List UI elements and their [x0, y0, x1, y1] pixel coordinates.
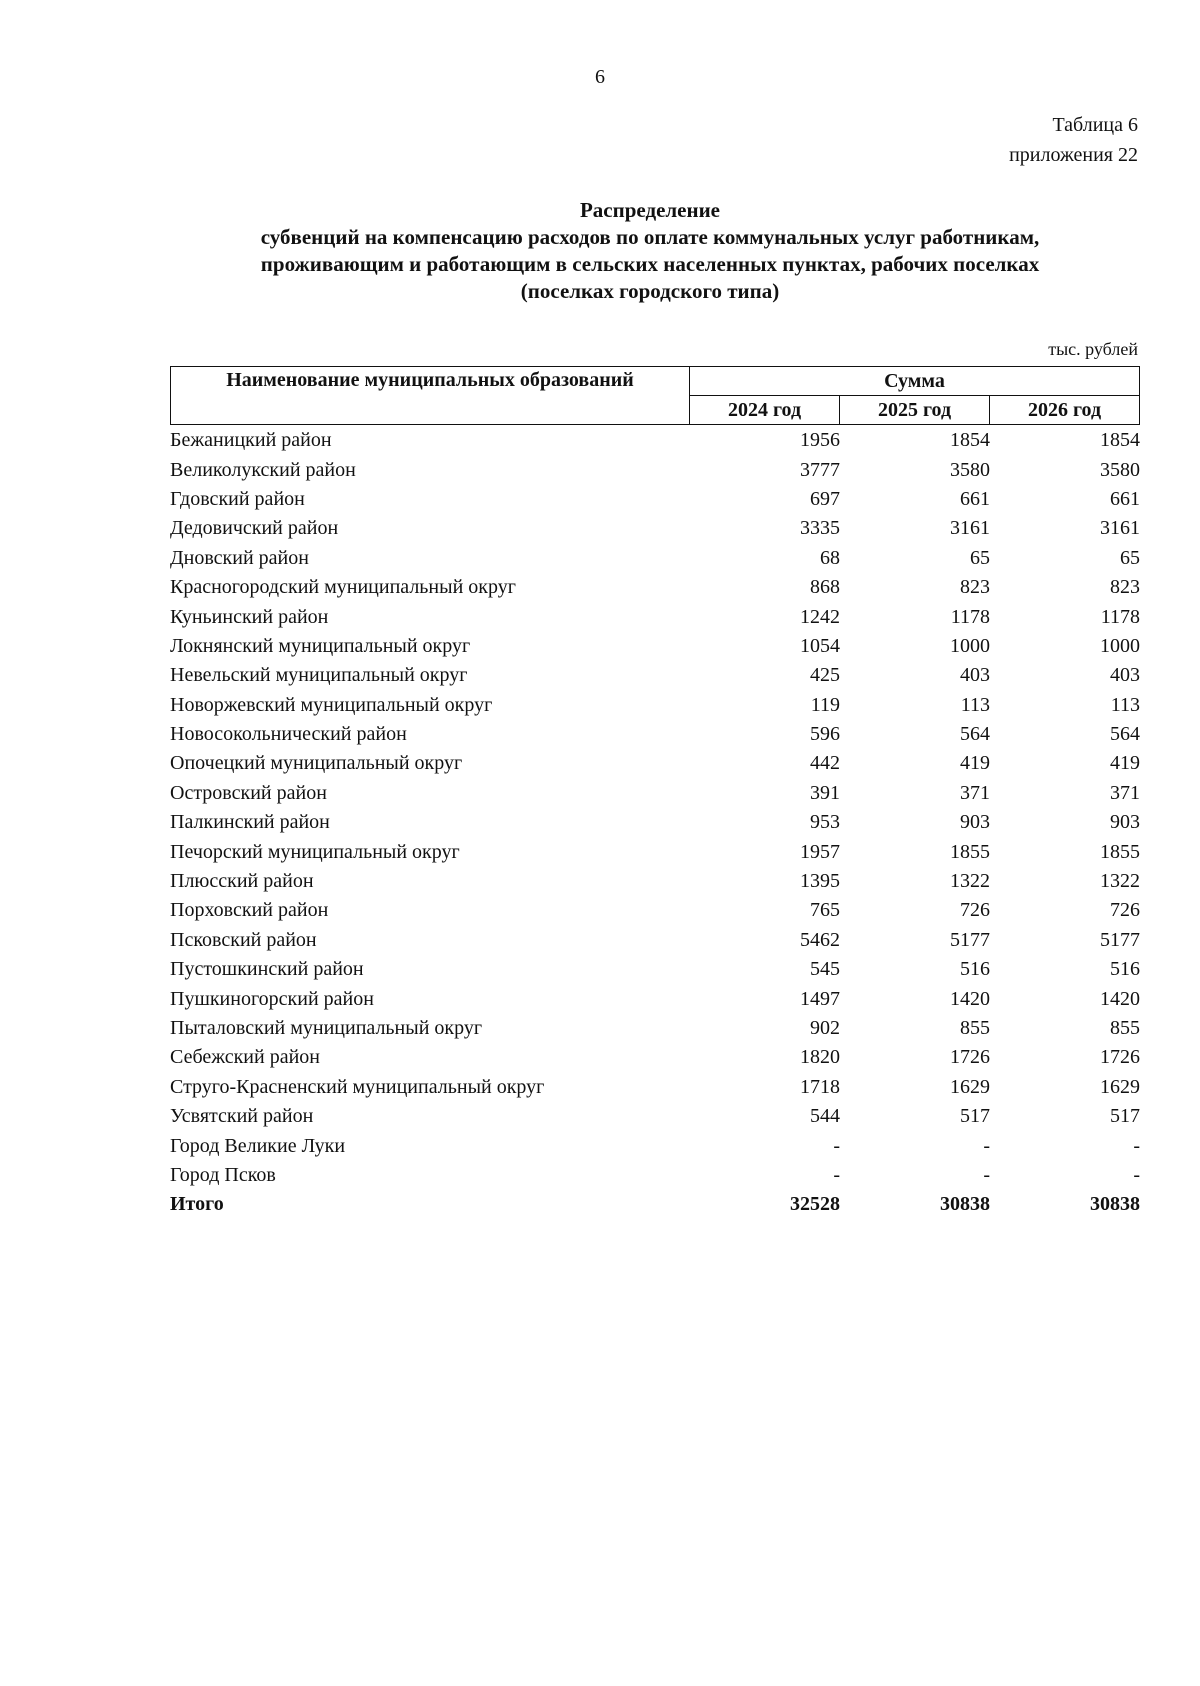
row-value-2026: 3580 — [1100, 458, 1140, 481]
row-value-2024: 765 — [810, 899, 840, 922]
table-row — [170, 867, 1140, 896]
row-value-2025: 419 — [960, 752, 990, 775]
row-name: Красногородский муниципальный округ — [170, 576, 516, 599]
row-name: Локнянский муниципальный округ — [170, 634, 471, 657]
row-value-2025: 1420 — [950, 987, 990, 1010]
row-value-2026: 517 — [1110, 1105, 1140, 1128]
row-value-2026: 1726 — [1100, 1046, 1140, 1069]
document-title — [150, 197, 1150, 305]
row-value-2024: 1497 — [800, 987, 840, 1010]
row-value-2025: 1178 — [950, 605, 990, 628]
row-value-2026: 1322 — [1100, 870, 1140, 893]
row-name: Город Великие Луки — [170, 1134, 346, 1157]
table-row — [170, 455, 1140, 484]
row-value-2026: 1855 — [1100, 840, 1140, 863]
row-value-2026: 1629 — [1100, 1075, 1140, 1098]
row-value-2026: 1178 — [1100, 605, 1140, 628]
row-value-2025: - — [983, 1163, 990, 1186]
row-name: Усвятский район — [170, 1105, 314, 1128]
title-line1: Распределение — [579, 198, 721, 222]
row-name: Печорский муниципальный округ — [170, 840, 460, 863]
row-value-2024: - — [833, 1134, 840, 1157]
row-value-2025: 113 — [960, 693, 990, 716]
row-name: Невельский муниципальный округ — [170, 664, 468, 687]
row-value-2025: 371 — [960, 781, 990, 804]
table-header — [170, 366, 1140, 425]
table-row — [170, 514, 1140, 543]
table-reference — [1009, 110, 1138, 170]
table-row — [170, 632, 1140, 661]
row-value-2026: 371 — [1110, 781, 1140, 804]
row-value-2025: 65 — [970, 546, 990, 569]
row-name: Струго-Красненский муниципальный округ — [170, 1075, 545, 1098]
row-value-2025: 661 — [960, 487, 990, 510]
total-2024: 32528 — [790, 1193, 840, 1216]
row-value-2025: 1726 — [950, 1046, 990, 1069]
row-name: Дновский район — [170, 546, 309, 569]
row-name: Новосокольнический район — [170, 723, 407, 746]
header-year-2026: 2026 год — [990, 396, 1140, 425]
row-value-2024: 902 — [810, 1017, 840, 1039]
row-value-2026: 3161 — [1100, 517, 1140, 540]
row-value-2026: 726 — [1110, 899, 1140, 922]
title-line4: (поселках городского типа) — [520, 279, 780, 303]
row-value-2026: 1854 — [1100, 429, 1140, 452]
row-value-2024: 1395 — [800, 870, 840, 893]
table-ref-line1: Таблица 6 — [1052, 114, 1138, 136]
row-value-2025: 903 — [960, 811, 990, 834]
row-value-2026: 1420 — [1100, 987, 1140, 1010]
row-value-2024: 596 — [810, 723, 840, 746]
row-value-2024: 3335 — [800, 517, 840, 540]
table-row — [170, 1161, 1140, 1190]
row-name: Пушкиногорский район — [170, 987, 374, 1010]
row-value-2026: 65 — [1120, 546, 1140, 569]
row-value-2026: - — [1133, 1134, 1140, 1157]
row-value-2024: 953 — [810, 811, 840, 834]
row-value-2024: 391 — [810, 781, 840, 804]
table-row — [170, 837, 1140, 866]
row-value-2024: 1054 — [800, 634, 840, 657]
table-body — [170, 426, 1140, 1220]
row-value-2024: 1957 — [800, 840, 840, 863]
row-value-2026: 564 — [1110, 723, 1140, 746]
row-value-2025: 5177 — [950, 928, 990, 951]
row-value-2026: 1000 — [1100, 634, 1140, 657]
table-row — [170, 1073, 1140, 1102]
total-2026: 30838 — [1090, 1193, 1140, 1216]
total-2025: 30838 — [940, 1193, 990, 1216]
row-value-2026: 661 — [1110, 487, 1140, 510]
table-row — [170, 485, 1140, 514]
table-row — [170, 779, 1140, 808]
row-value-2026: 855 — [1110, 1017, 1140, 1039]
header-year-2025: 2025 год — [840, 396, 990, 425]
row-value-2024: 5462 — [800, 928, 840, 951]
row-name: Куньинский район — [170, 605, 329, 628]
row-value-2024: 425 — [810, 664, 840, 687]
row-value-2024: 1956 — [800, 429, 840, 452]
row-value-2025: 1854 — [950, 429, 990, 452]
row-value-2024: 3777 — [800, 458, 840, 481]
row-name: Островский район — [170, 781, 327, 804]
row-value-2025: 564 — [960, 723, 990, 746]
table-row — [170, 426, 1140, 455]
table-row — [170, 691, 1140, 720]
row-value-2024: 1820 — [800, 1046, 840, 1069]
row-name: Плюсский район — [170, 870, 314, 893]
row-name: Опочецкий муниципальный округ — [170, 752, 463, 775]
table-row — [170, 955, 1140, 984]
row-value-2024: 1242 — [800, 605, 840, 628]
table-row — [170, 1131, 1140, 1160]
row-value-2026: 903 — [1110, 811, 1140, 834]
table-row — [170, 896, 1140, 925]
table-row — [170, 661, 1140, 690]
row-value-2024: 119 — [810, 693, 840, 716]
row-name: Пыталовский муниципальный округ — [170, 1017, 483, 1039]
table-row — [170, 573, 1140, 602]
row-name: Себежский район — [170, 1046, 320, 1069]
row-name: Великолукский район — [170, 458, 356, 481]
row-value-2024: 868 — [810, 576, 840, 599]
row-value-2026: 823 — [1110, 576, 1140, 599]
row-value-2024: 68 — [820, 546, 840, 569]
table-row — [170, 926, 1140, 955]
row-name: Псковский район — [170, 928, 317, 951]
row-value-2024: 545 — [810, 958, 840, 981]
row-value-2025: 3161 — [950, 517, 990, 540]
page-number: 6 — [595, 66, 605, 88]
row-value-2025: 1629 — [950, 1075, 990, 1098]
table-row — [170, 1043, 1140, 1072]
header-year-2024: 2024 год — [690, 396, 840, 425]
row-name: Бежаницкий район — [170, 429, 332, 452]
table-ref-line2: приложения 22 — [1009, 144, 1138, 166]
row-value-2026: 5177 — [1100, 928, 1140, 951]
table-row — [170, 1014, 1140, 1043]
row-value-2024: - — [833, 1163, 840, 1186]
units-label: тыс. рублей — [1048, 339, 1138, 359]
row-name: Новоржевский муниципальный округ — [170, 693, 493, 716]
row-value-2025: 1000 — [950, 634, 990, 657]
row-value-2026: - — [1133, 1163, 1140, 1186]
row-value-2025: 517 — [960, 1105, 990, 1128]
total-label: Итого — [170, 1193, 224, 1216]
title-line3: проживающим и работающим в сельских населенных пунктах, рабочих поселках — [260, 252, 1040, 276]
row-name: Палкинский район — [170, 811, 330, 834]
table-row — [170, 602, 1140, 631]
row-name: Порховский район — [170, 899, 329, 922]
header-name-column: Наименование муниципальных образований — [171, 367, 690, 425]
row-value-2026: 516 — [1110, 958, 1140, 981]
row-name: Город Псков — [170, 1163, 276, 1186]
row-value-2024: 544 — [810, 1105, 840, 1128]
total-row — [170, 1190, 1140, 1219]
row-value-2024: 697 — [810, 487, 840, 510]
row-value-2025: 823 — [960, 576, 990, 599]
row-name: Пустошкинский район — [170, 958, 364, 981]
table-row — [170, 808, 1140, 837]
table-row — [170, 544, 1140, 573]
row-value-2025: 403 — [960, 664, 990, 687]
row-value-2026: 419 — [1110, 752, 1140, 775]
row-value-2026: 403 — [1110, 664, 1140, 687]
row-value-2024: 442 — [810, 752, 840, 775]
row-value-2025: 726 — [960, 899, 990, 922]
row-value-2026: 113 — [1110, 693, 1140, 716]
row-value-2025: 3580 — [950, 458, 990, 481]
table-row — [170, 749, 1140, 778]
row-value-2025: 516 — [960, 958, 990, 981]
title-line2: субвенций на компенсацию расходов по оплате коммунальных услуг работникам, — [260, 225, 1040, 249]
table-row — [170, 720, 1140, 749]
row-value-2025: - — [983, 1134, 990, 1157]
header-sum-column: Сумма — [690, 367, 1140, 396]
row-name: Гдовский район — [170, 487, 305, 510]
row-value-2025: 855 — [960, 1017, 990, 1039]
table-row — [170, 1102, 1140, 1131]
table-row — [170, 984, 1140, 1013]
row-value-2025: 1322 — [950, 870, 990, 893]
row-value-2024: 1718 — [800, 1075, 840, 1098]
row-name: Дедовичский район — [170, 517, 339, 540]
row-value-2025: 1855 — [950, 840, 990, 863]
